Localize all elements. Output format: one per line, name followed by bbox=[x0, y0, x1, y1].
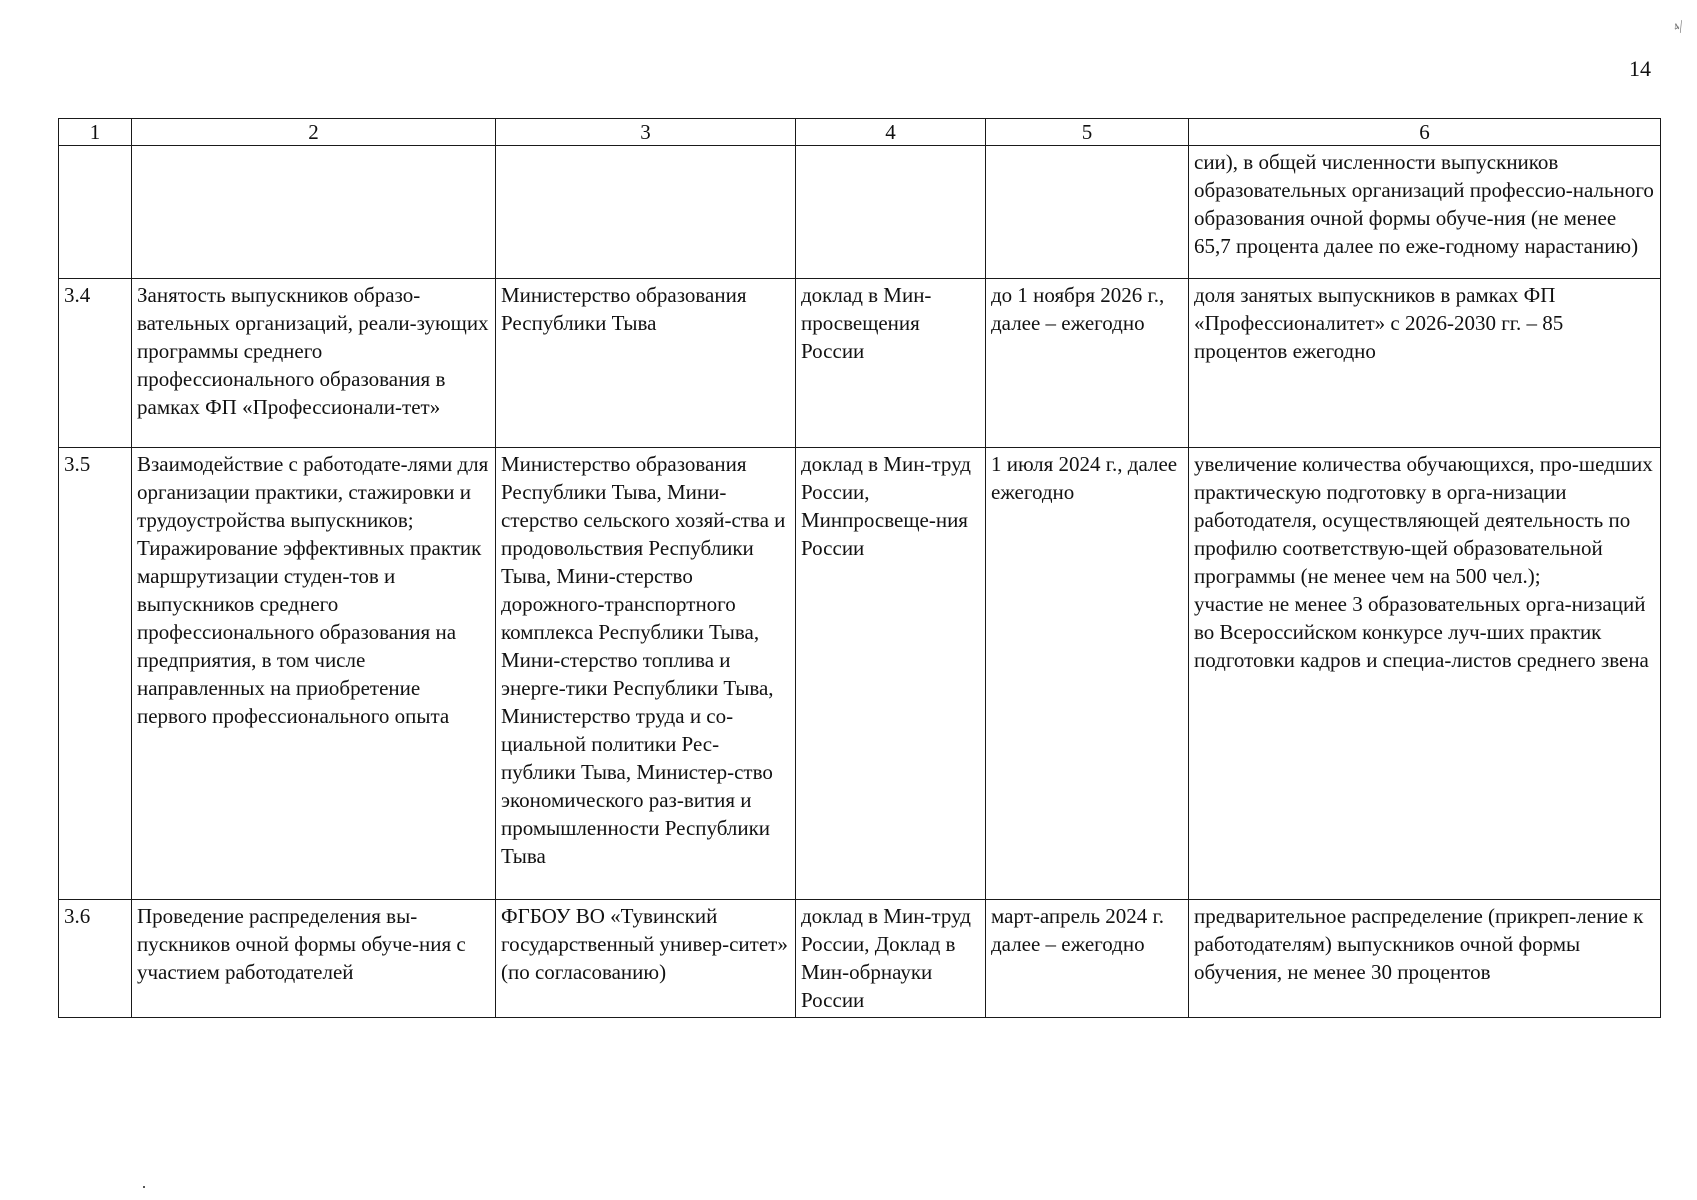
page-number: 14 bbox=[1629, 56, 1651, 81]
header-col-4: 4 bbox=[796, 119, 986, 146]
row-report: доклад в Мин-труд России, Доклад в Мин-обрнауки России bbox=[796, 900, 986, 1018]
activity-plan-table bbox=[58, 118, 1661, 1018]
row-responsible: Министерство образования Республики Тыва bbox=[496, 279, 796, 448]
row-deadline: 1 июля 2024 г., далее ежегодно bbox=[986, 448, 1189, 900]
row-activity: Занятость выпускников образо-вательных организаций, реали-зующих программы среднего профессионального образования в рамках ФП «Профессионали-тет» bbox=[132, 279, 496, 448]
corner-mark: ⁴⁄ bbox=[1670, 19, 1687, 38]
row-number: 3.5 bbox=[59, 448, 132, 900]
row-deadline: март-апрель 2024 г. далее – ежегодно bbox=[986, 900, 1189, 1018]
table-row bbox=[59, 448, 1661, 900]
row-result: предварительное распределение (прикреп-ление к работодателям) выпускников очной формы обучения, не менее 30 процентов bbox=[1189, 900, 1661, 1018]
row-number: 3.4 bbox=[59, 279, 132, 448]
row-deadline: до 1 ноября 2026 г., далее – ежегодно bbox=[986, 279, 1189, 448]
continuation-cell-4 bbox=[796, 146, 986, 279]
header-col-6: 6 bbox=[1189, 119, 1661, 146]
row-result: увеличение количества обучающихся, про-шедших практическую подготовку в орга-низации работодателя, осуществляющей деятельность по профилю соответствую-щей образовательной программы (не менее чем на 500 чел.); участие не менее 3 образовательных орга-низаций во Всероссийском конкурсе луч-ших практик подготовки кадров и специа-листов среднего звена bbox=[1189, 448, 1661, 900]
continuation-row bbox=[59, 146, 1661, 279]
row-report: доклад в Мин-труд России, Минпросвеще-ния России bbox=[796, 448, 986, 900]
row-activity: Взаимодействие с работодате-лями для организации практики, стажировки и трудоустройства выпускников; Тиражирование эффективных практик маршрутизации студен-тов и выпускников среднего профессионального образования на предприятия, в том числе направленных на приобретение первого профессионального опыта bbox=[132, 448, 496, 900]
row-responsible: ФГБОУ ВО «Тувинский государственный универ-ситет» (по согласованию) bbox=[496, 900, 796, 1018]
row-number: 3.6 bbox=[59, 900, 132, 1018]
row-responsible: Министерство образования Республики Тыва, Мини-стерство сельского хозяй-ства и продовольствия Республики Тыва, Мини-стерство дорожного-транспортного комплекса Республики Тыва, Мини-стерство топлива и энерге-тики Республики Тыва, Министерство труда и со-циальной политики Рес-публики Тыва, Министер-ство экономического раз-вития и промышленности Республики Тыва bbox=[496, 448, 796, 900]
continuation-cell-5 bbox=[986, 146, 1189, 279]
header-col-3: 3 bbox=[496, 119, 796, 146]
header-col-1: 1 bbox=[59, 119, 132, 146]
continuation-cell-3 bbox=[496, 146, 796, 279]
row-report: доклад в Мин-просвещения России bbox=[796, 279, 986, 448]
row-result: доля занятых выпускников в рамках ФП «Профессионалитет» с 2026-2030 гг. – 85 процентов ежегодно bbox=[1189, 279, 1661, 448]
row-activity: Проведение распределения вы-пускников очной формы обуче-ния с участием работодателей bbox=[132, 900, 496, 1018]
header-col-5: 5 bbox=[986, 119, 1189, 146]
header-row bbox=[59, 119, 1661, 146]
header-col-2: 2 bbox=[132, 119, 496, 146]
scan-dot bbox=[143, 1186, 145, 1188]
continuation-cell-2 bbox=[132, 146, 496, 279]
table-row bbox=[59, 900, 1661, 1018]
continuation-result: сии), в общей численности выпускников образовательных организаций профессио-нального образования очной формы обуче-ния (не менее 65,7 процента далее по еже-годному нарастанию) bbox=[1189, 146, 1661, 279]
table-row bbox=[59, 279, 1661, 448]
continuation-cell-1 bbox=[59, 146, 132, 279]
